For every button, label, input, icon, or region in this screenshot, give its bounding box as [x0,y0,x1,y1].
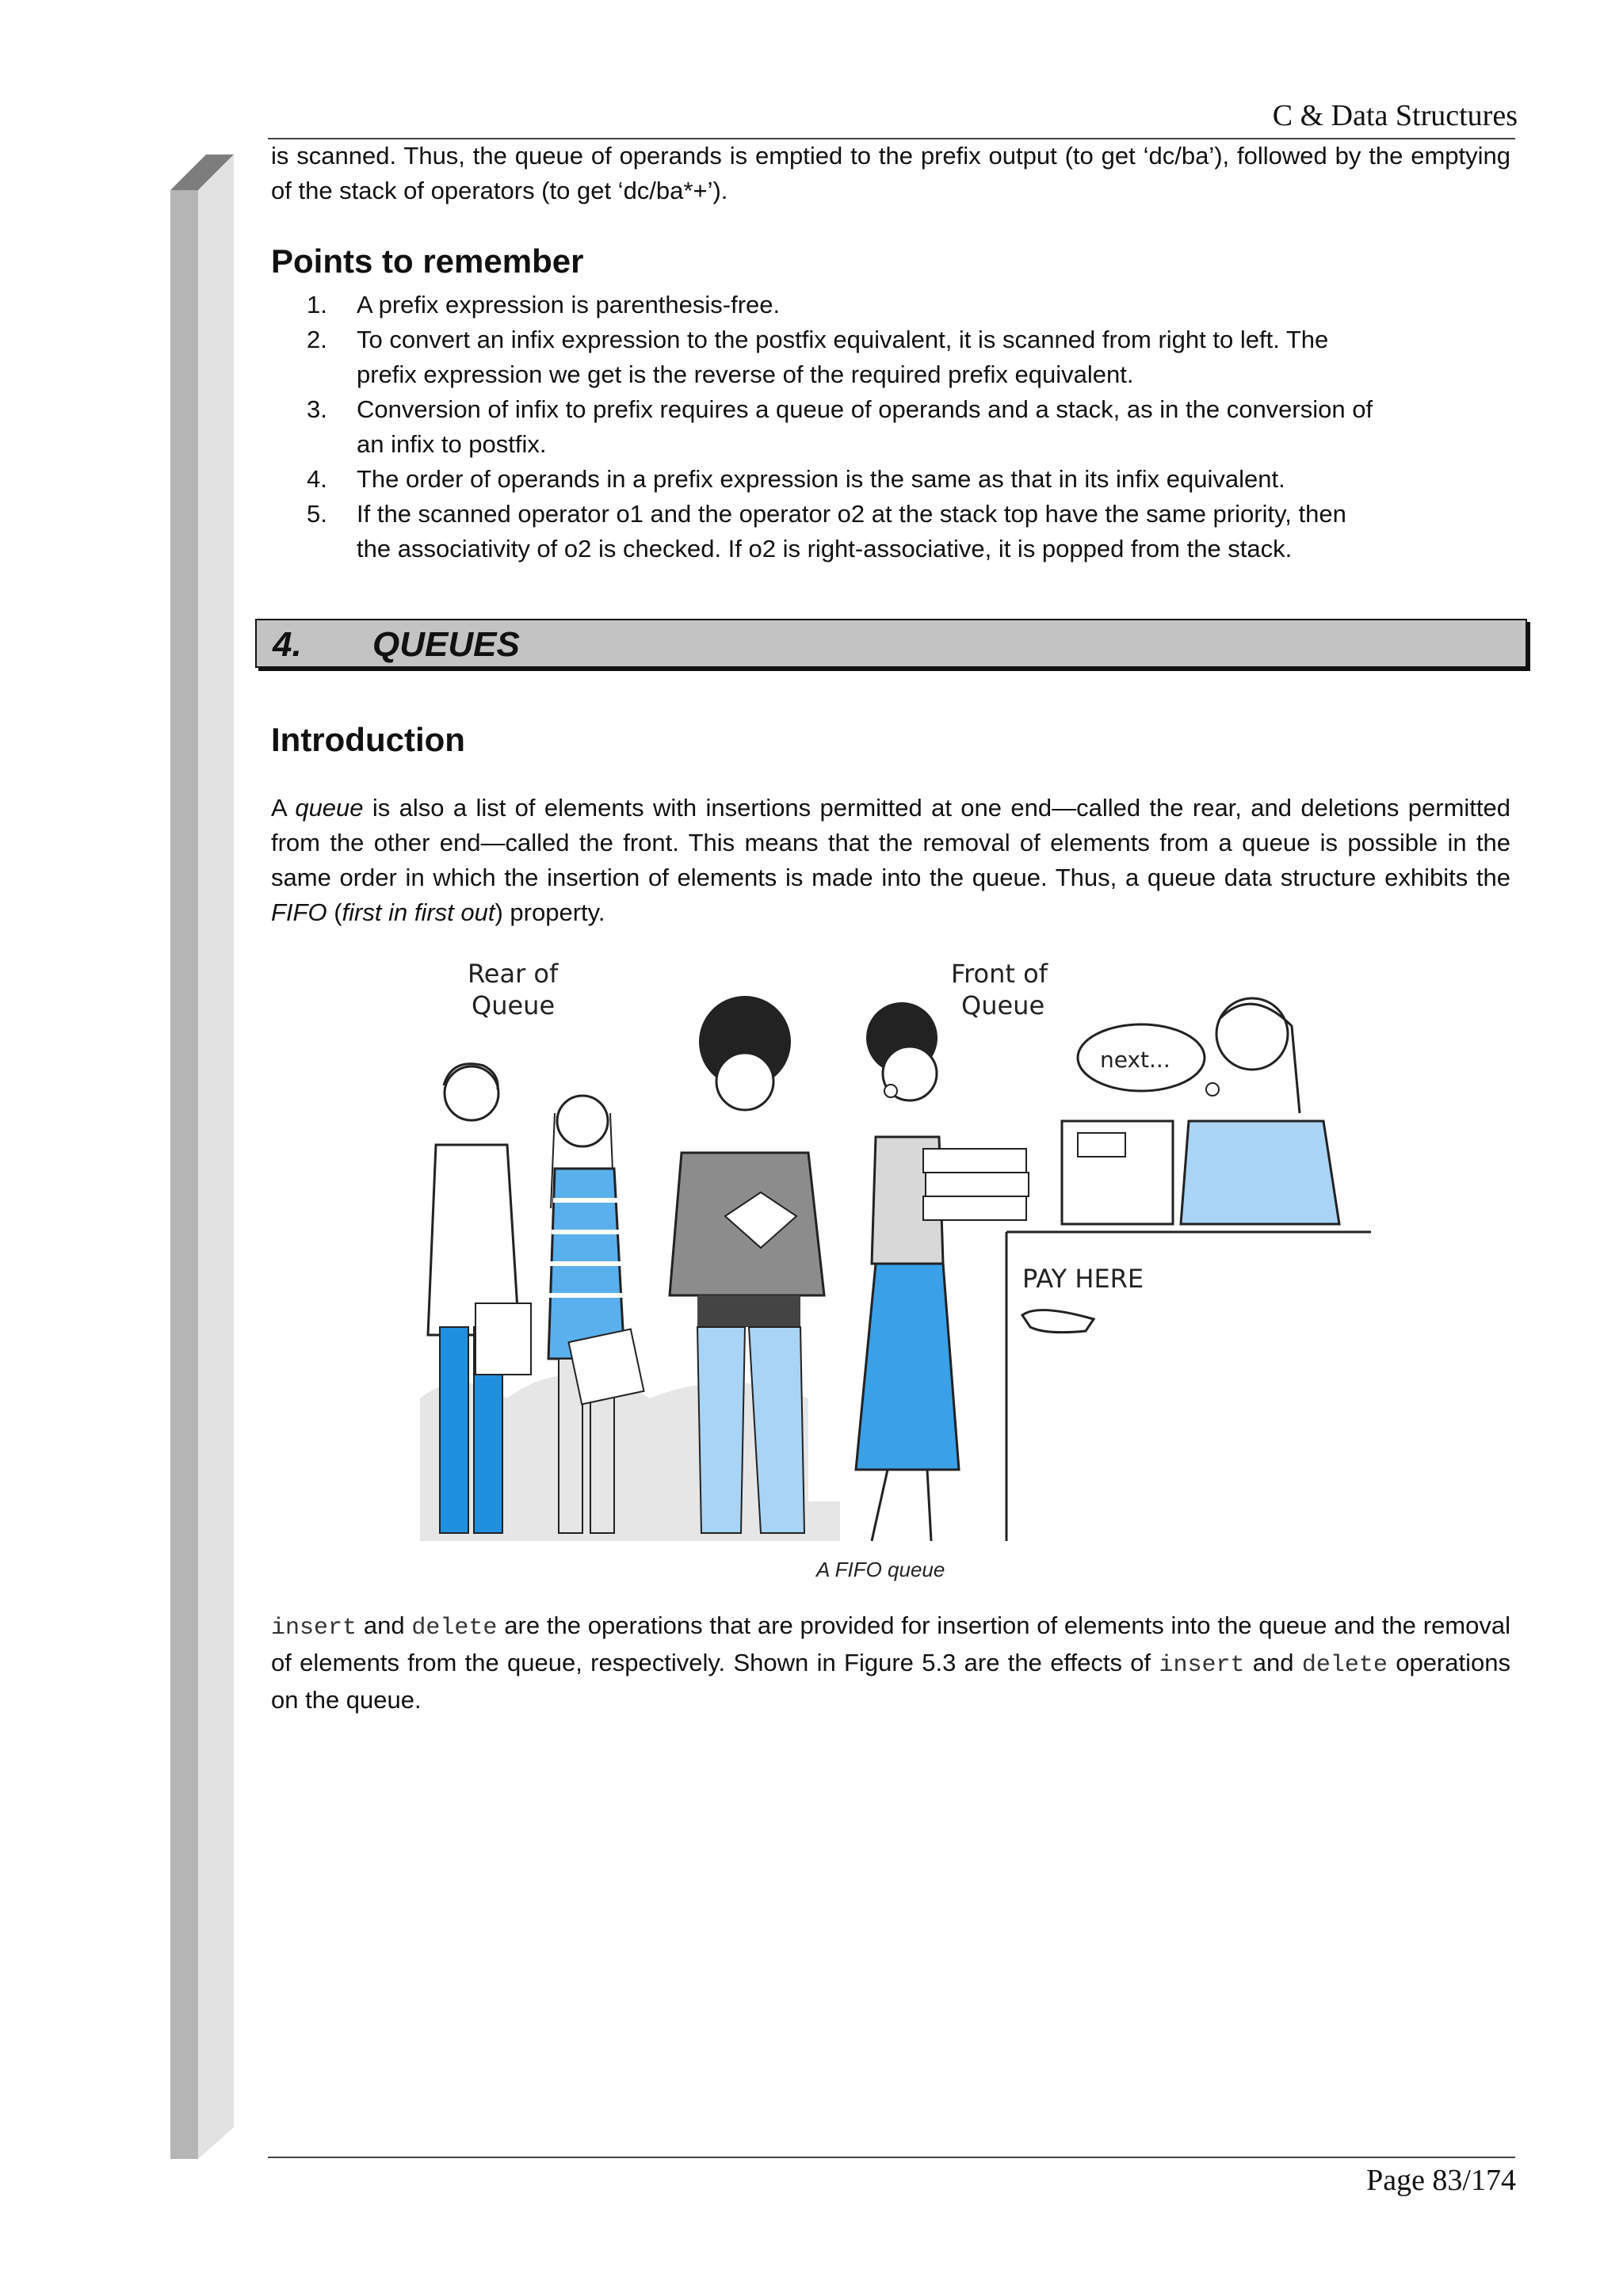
rear-label-line2: Queue [472,990,556,1020]
item-text-continued: the associativity of o2 is checked. If o2 is right-associative, it is popped from the stack. [357,535,1293,563]
page-sidebar-decoration [170,154,234,2159]
item-text: A prefix expression is parenthesis-free. [357,291,781,318]
delete-code: delete [411,1615,498,1642]
item-number: 2. [307,326,327,353]
figure-caption: A FIFO queue [816,1558,945,1581]
text-run: and [1244,1649,1302,1676]
introduction-paragraph [271,791,1510,930]
text-run: A [271,794,296,822]
rear-label-line1: Rear of [468,959,559,989]
introduction-heading: Introduction [271,721,465,758]
pay-here-sign: PAY HERE [1022,1264,1144,1294]
points-heading: Points to remember [271,242,584,280]
item-number: 4. [307,465,327,493]
operations-paragraph [271,1608,1510,1718]
pointing-hand-icon [1022,1310,1094,1333]
item-text: If the scanned operator o1 and the operator o2 at the stack top have the same priority, then [357,500,1346,528]
list-item [271,392,1510,462]
text-run: ( [327,898,342,926]
front-label-line1: Front of [951,959,1048,989]
text-run: are the operations that are provided for insertion of elements into the queue and the removal of elements from the queue, respectively. Shown in Figure 5.3 are the effects of [271,1611,1510,1676]
queue-term: queue [295,794,364,822]
section-number: 4. [273,625,302,664]
item-number: 1. [307,291,327,318]
item-text-continued: an infix to postfix. [357,430,547,458]
text-run: ) property. [495,898,605,926]
footer-rule [268,2157,1515,2158]
list-item [271,497,1510,566]
fifo-term: FIFO [271,898,327,926]
page-number: Page 83/174 [1366,2164,1516,2197]
continuation-paragraph: is scanned. Thus, the queue of operands is emptied to the prefix output (to get ‘dc/ba’), followed by the emptying of the stack of operators (to get ‘dc/ba*+’). [271,142,1510,204]
speech-bubble-tail [1206,1083,1219,1096]
text-run: and [357,1611,412,1639]
text-run: operations on the queue. [271,1649,1510,1714]
item-text-continued: prefix expression we get is the reverse of the required prefix equivalent. [357,360,1134,388]
item-text: Conversion of infix to prefix requires a queue of operands and a stack, as in the conversion of [357,395,1373,423]
list-item [271,322,1510,392]
list-item [271,462,1510,497]
item-number: 3. [307,395,327,423]
item-text: The order of operands in a prefix expression is the same as that in its infix equivalent. [357,465,1285,493]
section-heading-box [255,619,1527,668]
front-label-line2: Queue [961,990,1045,1020]
text-run: is also a list of elements with insertions permitted at one end—called the rear, and deletions permitted from the other end—called the front. This means that the removal of elements from a queue is possible in the same order in which the insertion of elements is made into the queue. Thus, a queue data structure exhibits the [271,794,1510,891]
item-text: To convert an infix expression to the postfix equivalent, it is scanned from right to left. The [357,326,1329,353]
delete-code: delete [1301,1652,1388,1679]
item-number: 5. [307,500,327,528]
header-title: C & Data Structures [1272,99,1518,132]
section-title: QUEUES [372,625,520,664]
speech-text: next... [1100,1047,1170,1073]
insert-code: insert [271,1615,357,1642]
list-item [271,288,1510,322]
points-list [271,288,1510,566]
fifo-queue-illustration [412,955,1371,1585]
fifo-expansion: first in first out [342,898,495,926]
person-front [856,1002,1029,1541]
insert-code: insert [1159,1652,1245,1679]
